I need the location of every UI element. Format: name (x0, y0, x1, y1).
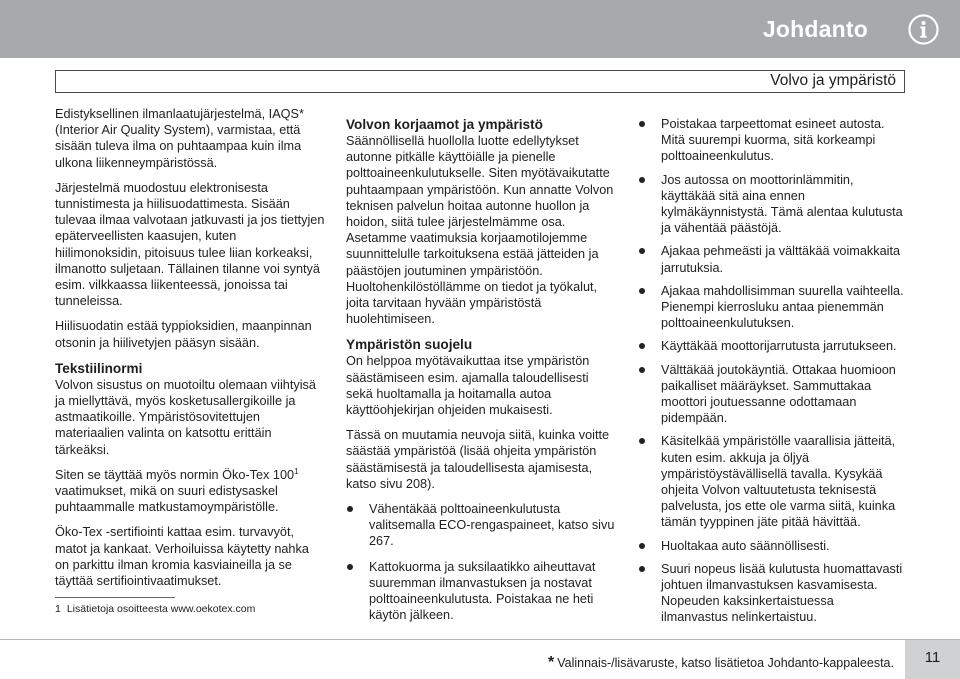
paragraph: On helppoa myötävaikuttaa itse ympäristön säästämiseen esim. ajamalla taloudellisesti sekä huoltamalla ja hoitamalla autoa käyttöohjekirjan ohjeiden mukaisesti. (346, 354, 590, 418)
list-item: Välttäkää joutokäyntiä. Ottakaa huomioon paikalliset määräykset. Sammuttakaa moottori joutuessanne odottamaan pidempään. (638, 362, 904, 427)
footnote-text: Lisätietoja osoitteesta www.oekotex.com (66, 603, 256, 615)
footnote-ref: 1 (294, 466, 299, 476)
list-item: Ajakaa mahdollisimman suurella vaihteella. Pienempi kierrosluku antaa pienemmän polttoaineenkulutuksen. (638, 283, 904, 332)
paragraph: Volvon sisustus on muotoiltu olemaan viihtyisä ja miellyttävä, myös kosketusallergikoille ja astmaatikoille. Ympäristösovitettujen materiaalien valinta on katsottu erittäin tärkeäksi. (55, 377, 316, 457)
page-number: 11 (924, 649, 941, 666)
paragraph: Säännöllisellä huollolla luotte edellytykset autonne pitkälle käyttöiälle ja pienelle polttoaineenkulutukselle. Siten myötävaikutatte puhtaampaan ympäristöön. Kun annatte Volvon teknisen palvelun hoitaa autonne huollon ja hoidon, siitä tulee järjestelmämme osa. Asetamme vaatimuksia korjaamotilojemme suunnittelulle tarkoituksena estää jätteiden ja päästöjen joutuminen ympäristöön. Huoltohenkilöstöllämme on tiedot ja työkalut, joita tarvitaan hyvään ympäristöstä huolehtimiseen. (346, 134, 614, 327)
footer-divider (0, 639, 960, 640)
info-icon (908, 14, 939, 45)
list-item: Poistakaa tarpeettomat esineet autosta. Mitä suurempi kuorma, sitä korkeampi polttoaineenkulutus. (638, 116, 904, 165)
list-item: Käyttäkää moottorijarrutusta jarrutukseen. (638, 338, 904, 354)
section-header (55, 70, 905, 93)
footnote-number: 1 (55, 603, 61, 615)
column-right (638, 116, 904, 633)
list-item: Kattokuorma ja suksilaatikko aiheuttavat suuremman ilmanvastuksen ja nostavat polttoaineenkulutusta. Poistakaa ne heti käytön jälkeen. (346, 559, 618, 624)
footer-note-text: Valinnais-/lisävaruste, katso lisätietoa Johdanto-kappaleesta. (557, 656, 894, 670)
list-item: Suuri nopeus lisää kulutusta huomattavasti johtuen ilmanvastuksen kasvamisesta. Nopeuden kaksinkertaistuessa ilmanvastus nelinkertaistuu. (638, 561, 904, 626)
section-heading: Ympäristön suojelu (346, 337, 473, 353)
paragraph-text: vaatimukset, mikä on suuri edistysaskel puhtaammalle matkustamoympäristölle. (55, 484, 279, 515)
list-item: Ajakaa pehmeästi ja välttäkää voimakkaita jarrutuksia. (638, 243, 904, 275)
paragraph: Edistyksellinen ilmanlaatujärjestelmä, IAQS* (Interior Air Quality System), varmistaa, että sisään tuleva ilma on puhtaampaa kuin ilma ulkona liikenneympäristössä. (55, 107, 304, 170)
footer-note (548, 654, 894, 672)
header-title: Johdanto (762, 16, 868, 42)
paragraph: Tässä on muutamia neuvoja siitä, kuinka voitte säästää ympäristöä (lisää ohjeita ympäristön säästämisestä ja taloudellisesta ajamisesta, katso sivu 208). (346, 428, 610, 491)
list-item: Huoltakaa auto säännöllisesti. (638, 538, 904, 554)
bullet-list (638, 116, 904, 626)
list-item: Käsitelkää ympäristölle vaarallisia jätteitä, kuten esim. akkuja ja öljyä ympäristöystävällisellä tavalla. Kysykää ohjeita Volvon valtuutetusta teknisestä palvelusta, jos ette ole varma siitä, kuinka tämän tyyppinen jäte pitää hävittää. (638, 433, 904, 530)
paragraph: Hiilisuodatin estää typpioksidien, maanpinnan otsonin ja hiilivetyjen pääsyn sisään. (55, 319, 312, 350)
page-number-box (905, 640, 960, 679)
paragraph: Öko-Tex -sertifiointi kattaa esim. turvavyöt, matot ja kankaat. Verhoiluissa käytetty nahka on parkittu ilman kromia kasviaineilla ja se täyttää sertifiointivaatimukset. (55, 525, 309, 589)
paragraph: Järjestelmä muodostuu elektronisesta tunnistimesta ja hiilisuodattimesta. Sisään tulevaa ilmaa valvotaan jatkuvasti ja jos tiettyjen epäterveellisten kaasujen, kuten hiilimonoksidin, pitoisuus tulee liian korkeaksi, ilmanotto suljetaan. Tällainen tilanne voi syntyä esim. vilkkaassa liikenteessä, jonoissa tai tunneleissa. (55, 180, 325, 309)
paragraph-text: Siten se täyttää myös normin Öko-Tex 100 (55, 467, 295, 482)
section-heading: Tekstiilinormi (55, 360, 143, 376)
footnote (55, 603, 255, 615)
column-middle (346, 116, 618, 632)
header-bar (0, 0, 960, 58)
asterisk: * (547, 654, 555, 671)
list-item: Vähentäkää polttoaineenkulutusta valitsemalla ECO-rengaspaineet, katso sivu 267. (346, 501, 618, 550)
section-heading: Volvon korjaamot ja ympäristö (346, 117, 543, 132)
footnote-divider (55, 597, 175, 598)
bullet-list (346, 501, 618, 623)
section-title: Volvo ja ympäristö (770, 72, 896, 89)
column-left (55, 106, 325, 598)
list-item: Jos autossa on moottorinlämmitin, käyttäkää sitä aina ennen kylmäkäynnistystä. Tämä alentaa kulutusta ja vähentää päästöjä. (638, 172, 904, 237)
paragraph (55, 467, 325, 516)
